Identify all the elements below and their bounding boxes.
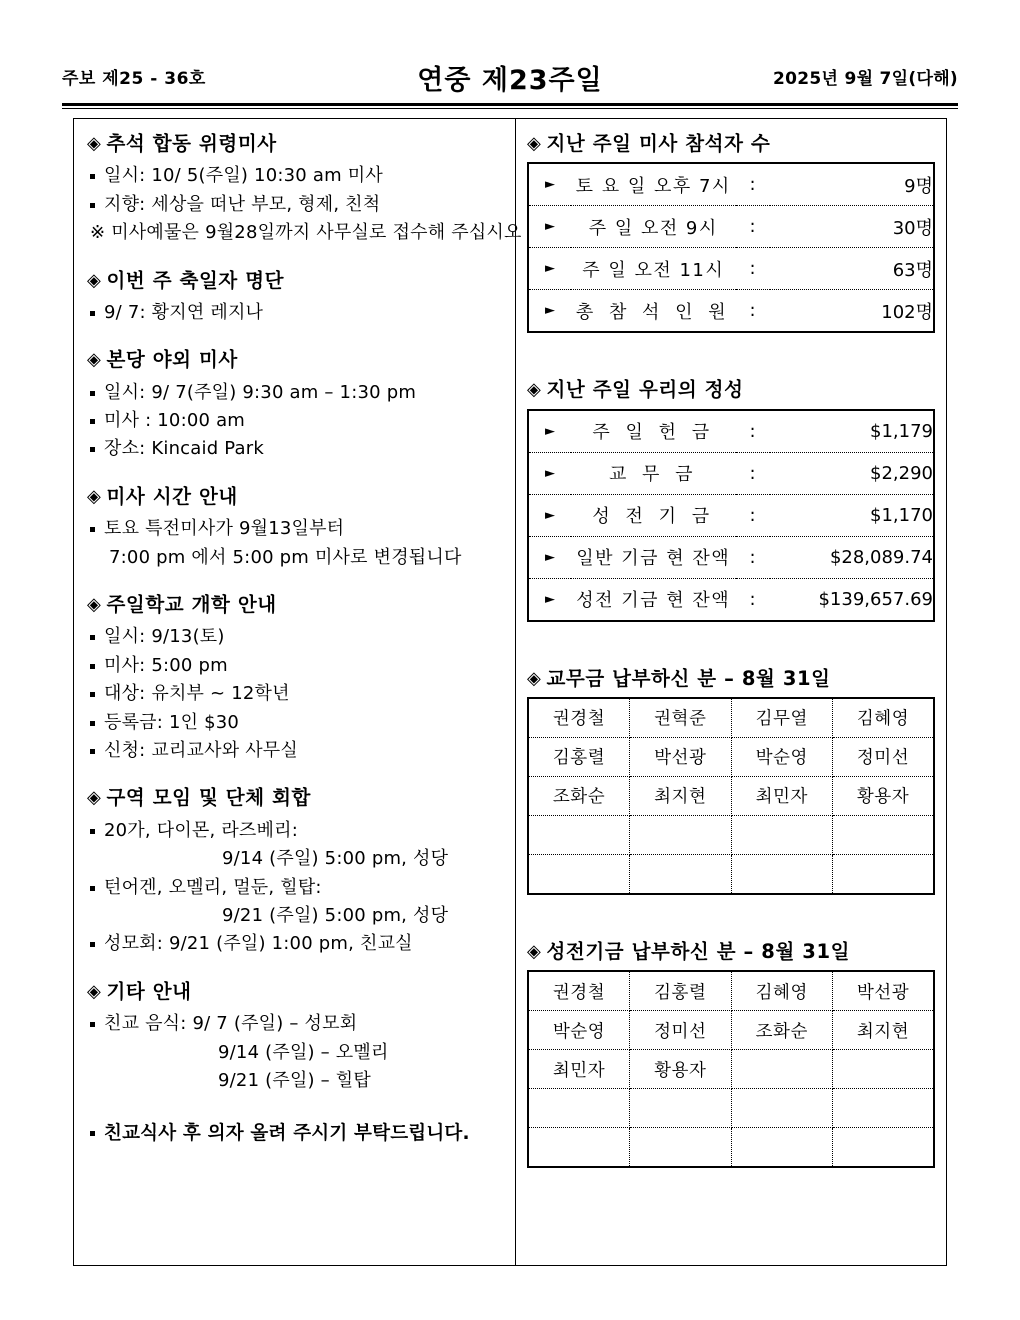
indented-line: 9/14 (주일) 5:00 pm, 성당: [222, 848, 449, 870]
row-colon: :: [736, 536, 770, 578]
donor-name-cell: [630, 1089, 732, 1128]
section-heading-text: 지난 주일 우리의 정성: [546, 378, 744, 402]
row-colon: :: [736, 290, 770, 333]
diamond-icon: ◈: [527, 940, 542, 962]
table-row: [528, 776, 934, 815]
table-row: [528, 248, 934, 290]
donor-name-cell: [731, 1050, 833, 1089]
donor-name-cell: [731, 815, 833, 854]
section-building-fund-donors: [527, 938, 935, 1168]
section-heading-text: 교무금 납부하신 분 – 8월 31일: [546, 666, 831, 690]
section-heading: [87, 591, 505, 619]
section-spacer: [527, 914, 935, 938]
donor-name-cell: 조화순: [528, 776, 630, 815]
section-mass-time-notice: [87, 483, 505, 572]
diamond-icon: ◈: [87, 269, 102, 291]
section-heading: [87, 784, 505, 812]
row-label: 일반 기금 현 잔액: [571, 536, 736, 578]
section-heading-text: 미사 시간 안내: [106, 484, 238, 508]
row-value: 30명: [770, 206, 935, 248]
donor-name-cell: 권혁준: [630, 698, 732, 738]
bullet-line: 등록금: 1인 $30: [87, 709, 505, 737]
table-row: [528, 1050, 934, 1089]
row-colon: :: [736, 578, 770, 621]
section-chuseok-memorial-mass: [87, 130, 522, 248]
donor-name-cell: [528, 815, 630, 854]
table-row: [528, 698, 934, 738]
triangle-icon: ►: [545, 423, 555, 439]
bullet-line: 지향: 세상을 떠난 부모, 형제, 친척: [87, 191, 505, 219]
section-last-sunday-offerings: [527, 376, 935, 621]
section-heading-text: 지난 주일 미사 참석자 수: [546, 132, 771, 155]
donor-name-cell: 황용자: [833, 776, 935, 815]
bulletin-title: 연중 제23주일: [417, 65, 603, 96]
note-line: ※ 미사예물은 9월28일까지 사무실로 접수해 주십시오: [90, 222, 522, 244]
bullet-line: 일시: 10/ 5(주일) 10:30 am 미사: [87, 162, 505, 190]
row-value: 9명: [904, 175, 933, 197]
section-heading: [527, 938, 935, 966]
row-value: 63명: [770, 248, 935, 290]
table-row: [528, 971, 934, 1011]
bullet-line: 친교 음식: 9/ 7 (주일) – 성모회: [87, 1010, 505, 1038]
donor-name-cell: [630, 1128, 732, 1168]
triangle-icon: ►: [528, 290, 571, 333]
table-row: [528, 536, 934, 578]
row-label: 성 전 기 금: [571, 494, 736, 536]
row-colon: :: [736, 494, 770, 536]
donor-name-cell: 박선광: [630, 737, 732, 776]
table-row: [528, 410, 934, 453]
bullet-line: 9/ 7: 황지연 레지나: [87, 299, 505, 327]
donor-name-cell: [833, 1128, 935, 1168]
row-colon: :: [736, 206, 770, 248]
diamond-icon: ◈: [87, 485, 102, 507]
triangle-icon: ►: [528, 494, 571, 536]
table-row: [528, 1089, 934, 1128]
bullet-line: 미사 : 10:00 am: [87, 407, 505, 435]
dues-donors-table: [527, 697, 935, 895]
table-row: [528, 290, 934, 333]
triangle-icon: ►: [528, 452, 571, 494]
donor-name-cell: 황용자: [630, 1050, 732, 1089]
table-row: [528, 452, 934, 494]
section-heading: [527, 130, 935, 158]
row-value: $139,657.69: [770, 578, 935, 621]
donor-name-cell: 김혜영: [731, 971, 833, 1011]
row-label: 총 참 석 인 원: [571, 290, 736, 333]
section-heading: [87, 978, 505, 1006]
section-last-sunday-attendance: [527, 130, 935, 333]
right-column: [515, 119, 946, 1265]
row-value: 102명: [770, 290, 935, 333]
emphasis-request-line: 친교식사 후 의자 올려 주시기 부탁드립니다.: [87, 1119, 505, 1148]
donor-name-cell: 김홍렬: [630, 971, 732, 1011]
donor-name-cell: 조화순: [731, 1011, 833, 1050]
donor-name-cell: [630, 815, 732, 854]
indented-line: 9/21 (주일) – 힐탑: [218, 1070, 371, 1092]
section-spacer: [527, 352, 935, 376]
section-dues-donors: [527, 665, 935, 895]
bullet-line: 20가, 다이몬, 라즈베리:: [87, 817, 505, 845]
section-heading: [87, 130, 505, 158]
section-heading-text: 추석 합동 위령미사: [106, 132, 277, 155]
donor-name-cell: [731, 854, 833, 894]
row-value: $1,170: [770, 494, 935, 536]
diamond-icon: ◈: [87, 594, 102, 615]
table-row: [528, 494, 934, 536]
donor-name-cell: 김홍렬: [528, 737, 630, 776]
row-value: $28,089.74: [770, 536, 935, 578]
donor-name-cell: [833, 815, 935, 854]
donor-name-cell: [731, 1089, 833, 1128]
donor-name-cell: 권경철: [528, 698, 630, 738]
donor-name-cell: [731, 1128, 833, 1168]
table-row: [528, 737, 934, 776]
donor-name-cell: 최민자: [731, 776, 833, 815]
donor-name-cell: 김무열: [731, 698, 833, 738]
triangle-icon: ►: [528, 578, 571, 621]
continuation-line: 7:00 pm 에서 5:00 pm 미사로 변경됩니다: [109, 546, 462, 568]
bullet-line: 미사: 5:00 pm: [87, 652, 505, 680]
section-heading-text: 본당 야외 미사: [106, 348, 238, 372]
section-outdoor-mass: [87, 346, 505, 464]
bullet-line: 장소: Kincaid Park: [87, 435, 505, 463]
section-heading-text: 성전기금 납부하신 분 – 8월 31일: [546, 939, 851, 963]
bulletin-date: 2025년 9월 7일(다해): [773, 69, 958, 89]
section-other-notices: [87, 978, 505, 1149]
bullet-line: 성모회: 9/21 (주일) 1:00 pm, 친교실: [87, 930, 505, 958]
row-label: 성전 기금 현 잔액: [571, 578, 736, 621]
donor-name-cell: 정미선: [630, 1011, 732, 1050]
section-spacer: [527, 641, 935, 665]
section-heading-text: 구역 모임 및 단체 회합: [106, 786, 311, 810]
donor-name-cell: 김혜영: [833, 698, 935, 738]
triangle-icon: ►: [528, 536, 571, 578]
indented-line: 9/21 (주일) 5:00 pm, 성당: [222, 905, 449, 927]
diamond-icon: ◈: [527, 667, 542, 689]
offerings-table: [527, 409, 935, 622]
row-value: $1,179: [870, 420, 933, 442]
row-label: 토 요 일 오후 7시: [575, 175, 731, 197]
row-colon: :: [736, 452, 770, 494]
triangle-icon: ►: [528, 206, 571, 248]
row-colon: :: [749, 420, 756, 442]
table-row: [528, 815, 934, 854]
bullet-line: 신청: 교리교사와 사무실: [87, 737, 505, 765]
diamond-icon: ◈: [527, 379, 542, 401]
diamond-icon: ◈: [87, 349, 102, 371]
donor-name-cell: [833, 1050, 935, 1089]
section-heading: [87, 346, 505, 374]
donor-name-cell: [630, 854, 732, 894]
donor-name-cell: [833, 1089, 935, 1128]
section-heading: [527, 665, 935, 693]
section-heading-text: 기타 안내: [106, 979, 192, 1003]
donor-name-cell: 최민자: [528, 1050, 630, 1089]
section-sunday-school-opening: [87, 591, 505, 765]
donor-name-cell: 최지현: [833, 1011, 935, 1050]
row-label: 교 무 금: [571, 452, 736, 494]
donor-name-cell: 최지현: [630, 776, 732, 815]
donor-name-cell: [833, 854, 935, 894]
row-value: $2,290: [770, 452, 935, 494]
row-colon: :: [736, 248, 770, 290]
section-heading: [87, 483, 505, 511]
donor-name-cell: 박순영: [528, 1011, 630, 1050]
triangle-icon: ►: [545, 177, 555, 193]
donor-name-cell: [528, 1089, 630, 1128]
indented-line: 9/14 (주일) – 오멜리: [218, 1041, 389, 1063]
bullet-line: 토요 특전미사가 9월13일부터: [87, 515, 505, 543]
masthead: [62, 58, 958, 102]
section-district-and-group-meetings: [87, 784, 505, 958]
bullet-line: 대상: 유치부 ~ 12학년: [87, 680, 505, 708]
building-fund-donors-table: [527, 970, 935, 1168]
section-heading-text: 이번 주 축일자 명단: [106, 268, 285, 292]
row-label: 주 일 오전 9시: [571, 206, 736, 248]
table-row: [528, 1011, 934, 1050]
donor-name-cell: 정미선: [833, 737, 935, 776]
row-colon: :: [749, 174, 756, 196]
row-label: 주 일 헌 금: [592, 422, 715, 444]
donor-name-cell: 박순영: [731, 737, 833, 776]
attendance-table: [527, 162, 935, 333]
row-label: 주 일 오전 11시: [571, 248, 736, 290]
left-column: [74, 119, 522, 1265]
section-heading: [527, 376, 935, 404]
triangle-icon: ►: [528, 248, 571, 290]
diamond-icon: ◈: [87, 980, 102, 1002]
donor-name-cell: [528, 854, 630, 894]
table-row: [528, 163, 934, 206]
header-divider-rule: [62, 103, 958, 109]
donor-name-cell: [528, 1128, 630, 1168]
bullet-line: 턴어겐, 오멜리, 멀둔, 힐탑:: [87, 874, 505, 902]
diamond-icon: ◈: [87, 787, 102, 809]
line-spacer: [87, 1095, 505, 1119]
table-row: [528, 578, 934, 621]
bullet-line: 일시: 9/13(토): [87, 623, 505, 651]
bulletin-body: [73, 118, 947, 1266]
donor-name-cell: 박선광: [833, 971, 935, 1011]
table-row: [528, 206, 934, 248]
section-feast-day-names: [87, 267, 505, 328]
section-heading: [87, 267, 505, 295]
diamond-icon: ◈: [87, 133, 102, 154]
donor-name-cell: 권경철: [528, 971, 630, 1011]
table-row: [528, 854, 934, 894]
diamond-icon: ◈: [527, 133, 542, 154]
bulletin-issue-number: 주보 제25 - 36호: [62, 69, 206, 89]
table-row: [528, 1128, 934, 1168]
bullet-line: 일시: 9/ 7(주일) 9:30 am – 1:30 pm: [87, 379, 505, 407]
section-heading-text: 주일학교 개학 안내: [106, 593, 277, 616]
